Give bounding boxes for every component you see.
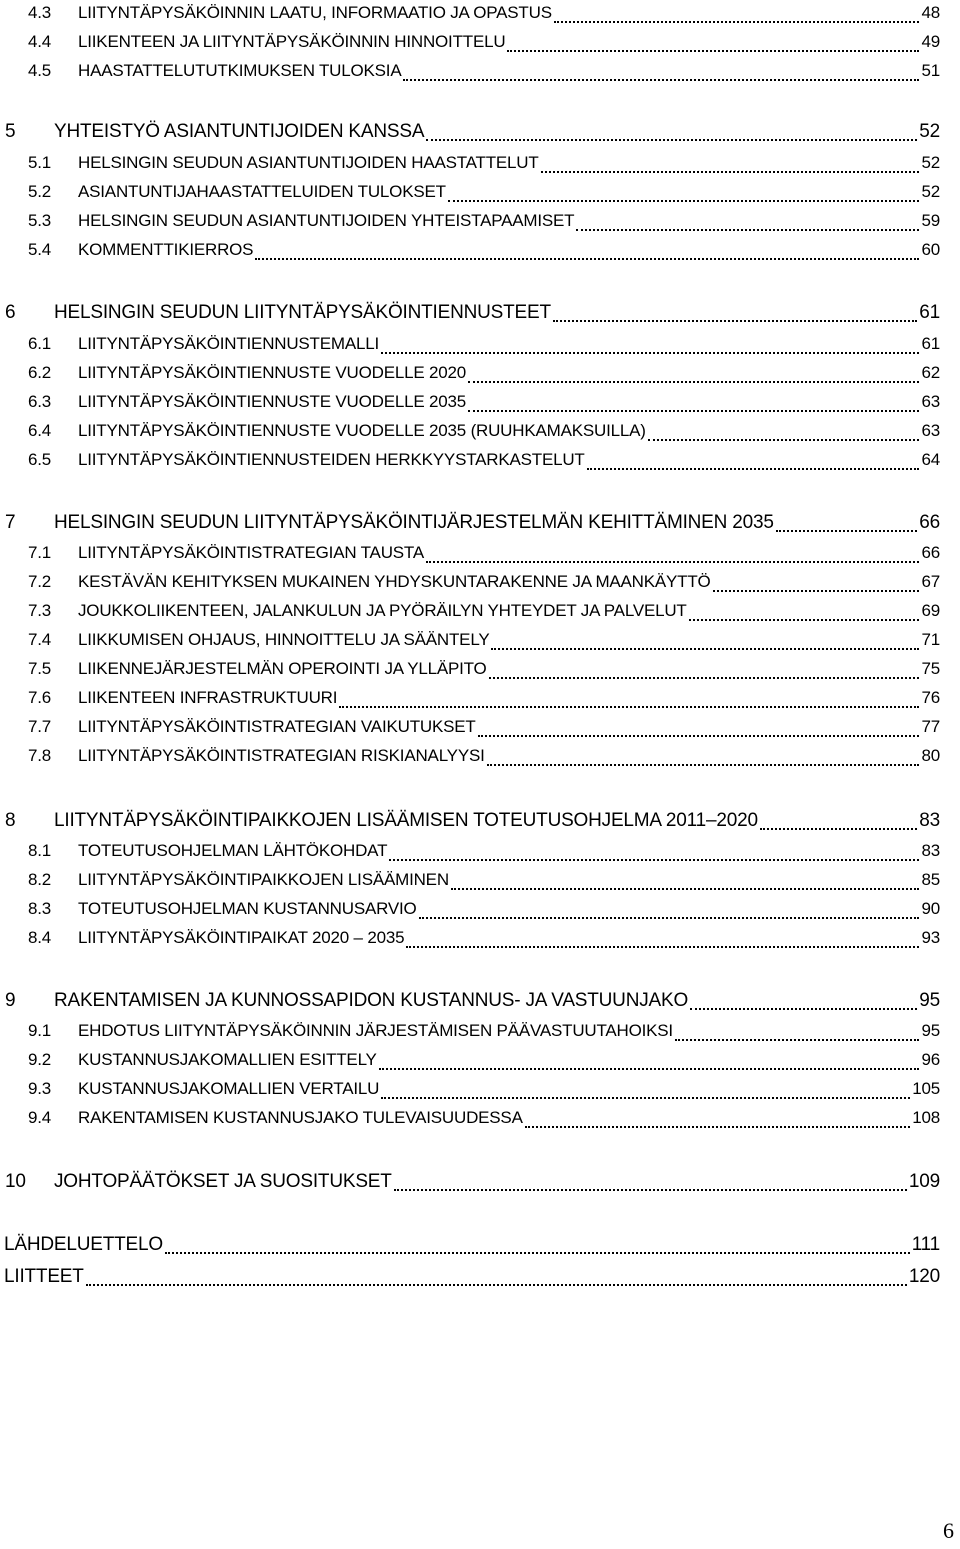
entry-title: EHDOTUS LIITYNTÄPYSÄKÖINNIN JÄRJESTÄMISEN PÄÄVASTUUTAHOIKSI [78,1021,673,1040]
entry-number: 8.3 [28,899,52,918]
entry-title: LIITYNTÄPYSÄKÖINNIN LAATU, INFORMAATIO JA OPASTUS [78,3,552,22]
chapter-number: 7 [5,512,16,533]
toc-entry[interactable] [0,61,940,87]
chapter-number: 8 [5,810,16,831]
entry-title: ASIANTUNTIJAHAASTATTELUIDEN TULOKSET [78,182,446,201]
toc-entry[interactable] [0,688,940,714]
dot-leader [491,648,919,650]
dot-leader [507,50,919,52]
entry-title: HELSINGIN SEUDUN ASIANTUNTIJOIDEN YHTEISTAPAAMISET [78,211,575,230]
entry-number: 7.3 [28,601,52,620]
dot-leader [648,439,920,441]
entry-page: 76 [921,688,940,707]
dot-leader [426,561,920,563]
dot-leader [489,677,920,679]
dot-leader [419,917,920,919]
toc-entry[interactable] [0,659,940,685]
entry-number: 8.4 [28,928,52,947]
entry-number: 7.7 [28,717,52,736]
dot-leader [554,21,920,23]
entry-number: 8.2 [28,870,52,889]
dot-leader [406,946,919,948]
toc-entry[interactable] [0,630,940,656]
toc-chapter[interactable] [0,810,940,836]
chapter-title: YHTEISTYÖ ASIANTUNTIJOIDEN KANSSA [54,121,425,142]
entry-page: 52 [921,153,940,172]
toc-chapter[interactable] [0,1266,940,1292]
entry-page: 48 [921,3,940,22]
chapter-page: 66 [919,512,940,533]
toc-entry[interactable] [0,240,940,266]
dot-leader [255,258,919,260]
toc-entry[interactable] [0,421,940,447]
dot-leader [675,1039,920,1041]
entry-title: TOTEUTUSOHJELMAN LÄHTÖKOHDAT [78,841,388,860]
chapter-number: 5 [5,121,16,142]
chapter-page: 61 [919,302,940,323]
entry-number: 7.5 [28,659,52,678]
entry-number: 5.2 [28,182,52,201]
entry-title: LIITYNTÄPYSÄKÖINTIPAIKAT 2020 – 2035 [78,928,405,947]
entry-title: KUSTANNUSJAKOMALLIEN ESITTELY [78,1050,377,1069]
toc-chapter[interactable] [0,1234,940,1260]
chapter-title: HELSINGIN SEUDUN LIITYNTÄPYSÄKÖINTIJÄRJESTELMÄN KEHITTÄMINEN 2035 [54,512,774,533]
toc-entry[interactable] [0,870,940,896]
dot-leader [776,530,918,532]
entry-title: JOUKKOLIIKENTEEN, JALANKULUN JA PYÖRÄILYN YHTEYDET JA PALVELUT [78,601,687,620]
entry-title: LIITYNTÄPYSÄKÖINTIENNUSTE VUODELLE 2020 [78,363,467,382]
entry-title: LIITYNTÄPYSÄKÖINTIENNUSTE VUODELLE 2035 (RUUHKAMAKSUILLA) [78,421,646,440]
toc-entry[interactable] [0,182,940,208]
entry-page: 80 [921,746,940,765]
dot-leader [86,1284,907,1286]
toc-chapter[interactable] [0,990,940,1016]
entry-page: 77 [921,717,940,736]
toc-chapter[interactable] [0,302,940,328]
dot-leader [389,859,919,861]
toc-entry[interactable] [0,928,940,954]
toc-entry[interactable] [0,3,940,29]
dot-leader [165,1252,910,1254]
entry-page: 60 [921,240,940,259]
entry-number: 5.3 [28,211,52,230]
entry-page: 59 [921,211,940,230]
entry-page: 64 [921,450,940,469]
entry-title: KOMMENTTIKIERROS [78,240,254,259]
entry-number: 9.4 [28,1108,52,1127]
entry-page: 93 [921,928,940,947]
toc-entry[interactable] [0,899,940,925]
toc-entry[interactable] [0,1050,940,1076]
chapter-title: JOHTOPÄÄTÖKSET JA SUOSITUKSET [54,1171,392,1192]
entry-page: 71 [921,630,940,649]
entry-number: 9.3 [28,1079,52,1098]
entry-page: 75 [921,659,940,678]
entry-page: 52 [921,182,940,201]
entry-title: HELSINGIN SEUDUN ASIANTUNTIJOIDEN HAASTATTELUT [78,153,539,172]
dot-leader [587,468,920,470]
dot-leader [403,79,919,81]
entry-title: TOTEUTUSOHJELMAN KUSTANNUSARVIO [78,899,417,918]
dot-leader [468,381,919,383]
dot-leader [426,139,917,141]
chapter-page: 111 [911,1234,940,1255]
toc-entry[interactable] [0,543,940,569]
entry-number: 4.3 [28,3,52,22]
entry-number: 6.5 [28,450,52,469]
entry-number: 9.2 [28,1050,52,1069]
toc-entry[interactable] [0,32,940,58]
entry-title: LIITYNTÄPYSÄKÖINTIPAIKKOJEN LISÄÄMINEN [78,870,449,889]
entry-title: LIITYNTÄPYSÄKÖINTIENNUSTE VUODELLE 2035 [78,392,467,411]
toc-entry[interactable] [0,450,940,476]
dot-leader [381,352,919,354]
toc-entry[interactable] [0,1079,940,1105]
chapter-title: LÄHDELUETTELO [4,1234,163,1255]
entry-number: 6.1 [28,334,52,353]
chapter-title: RAKENTAMISEN JA KUNNOSSAPIDON KUSTANNUS- JA VASTUUNJAKO [54,990,689,1011]
entry-page: 67 [921,572,940,591]
toc-entry[interactable] [0,746,940,772]
entry-number: 7.6 [28,688,52,707]
dot-leader [339,706,919,708]
entry-page: 69 [921,601,940,620]
entry-number: 6.4 [28,421,52,440]
entry-number: 8.1 [28,841,52,860]
dot-leader [451,888,920,890]
chapter-page: 95 [919,990,940,1011]
dot-leader [381,1097,910,1099]
entry-title: LIITYNTÄPYSÄKÖINTIENNUSTEIDEN HERKKYYSTARKASTELUT [78,450,585,469]
chapter-title: LIITTEET [4,1266,84,1287]
dot-leader [478,735,920,737]
toc-entry[interactable] [0,392,940,418]
chapter-title: HELSINGIN SEUDUN LIITYNTÄPYSÄKÖINTIENNUSTEET [54,302,551,323]
entry-number: 9.1 [28,1021,52,1040]
entry-number: 7.4 [28,630,52,649]
page-number: 6 [943,1518,954,1543]
entry-title: LIITYNTÄPYSÄKÖINTIENNUSTEMALLI [78,334,380,353]
dot-leader [760,828,917,830]
entry-number: 5.4 [28,240,52,259]
toc-entry[interactable] [0,334,940,360]
entry-number: 6.3 [28,392,52,411]
dot-leader [576,229,919,231]
dot-leader [379,1068,920,1070]
entry-page: 105 [912,1079,940,1098]
toc-entry[interactable] [0,717,940,743]
entry-title: LIITYNTÄPYSÄKÖINTISTRATEGIAN TAUSTA [78,543,424,562]
toc-entry[interactable] [0,1021,940,1047]
entry-title: LIIKENTEEN JA LIITYNTÄPYSÄKÖINNIN HINNOITTELU [78,32,506,51]
dot-leader [690,1008,917,1010]
entry-page: 108 [912,1108,940,1127]
entry-number: 5.1 [28,153,52,172]
entry-page: 95 [921,1021,940,1040]
chapter-page: 83 [919,810,940,831]
toc-entry[interactable] [0,572,940,598]
entry-page: 83 [921,841,940,860]
dot-leader [689,619,920,621]
dot-leader [553,320,917,322]
dot-leader [468,410,919,412]
chapter-page: 120 [908,1266,940,1287]
chapter-title: LIITYNTÄPYSÄKÖINTIPAIKKOJEN LISÄÄMISEN TOTEUTUSOHJELMA 2011–2020 [54,810,758,831]
toc-entry[interactable] [0,363,940,389]
entry-page: 61 [921,334,940,353]
entry-title: KUSTANNUSJAKOMALLIEN VERTAILU [78,1079,380,1098]
toc-chapter[interactable] [0,121,940,147]
chapter-number: 6 [5,302,16,323]
dot-leader [487,764,920,766]
entry-title: LIITYNTÄPYSÄKÖINTISTRATEGIAN RISKIANALYYSI [78,746,485,765]
chapter-number: 10 [5,1171,26,1192]
entry-page: 49 [921,32,940,51]
entry-title: RAKENTAMISEN KUSTANNUSJAKO TULEVAISUUDESSA [78,1108,523,1127]
toc-entry[interactable] [0,153,940,179]
entry-title: LIIKENNEJÄRJESTELMÄN OPEROINTI JA YLLÄPITO [78,659,487,678]
entry-title: KESTÄVÄN KEHITYKSEN MUKAINEN YHDYSKUNTARAKENNE JA MAANKÄYTTÖ [78,572,711,591]
dot-leader [394,1189,907,1191]
entry-title: HAASTATTELUTUTKIMUKSEN TULOKSIA [78,61,402,80]
toc-entry[interactable] [0,1108,940,1134]
entry-page: 62 [921,363,940,382]
entry-page: 90 [921,899,940,918]
entry-number: 7.1 [28,543,52,562]
chapter-page: 109 [908,1171,940,1192]
entry-page: 66 [921,543,940,562]
entry-page: 85 [921,870,940,889]
entry-title: LIIKKUMISEN OHJAUS, HINNOITTELU JA SÄÄNTELY [78,630,490,649]
toc-entry[interactable] [0,211,940,237]
entry-number: 4.4 [28,32,52,51]
chapter-number: 9 [5,990,16,1011]
toc-entry[interactable] [0,841,940,867]
toc-chapter[interactable] [0,1171,940,1197]
entry-page: 51 [921,61,940,80]
toc-entry[interactable] [0,601,940,627]
entry-title: LIITYNTÄPYSÄKÖINTISTRATEGIAN VAIKUTUKSET [78,717,476,736]
entry-page: 63 [921,392,940,411]
dot-leader [541,171,920,173]
chapter-page: 52 [919,121,940,142]
entry-page: 96 [921,1050,940,1069]
toc-chapter[interactable] [0,512,940,538]
entry-number: 7.2 [28,572,52,591]
entry-number: 6.2 [28,363,52,382]
entry-number: 4.5 [28,61,52,80]
entry-page: 63 [921,421,940,440]
dot-leader [713,590,920,592]
entry-number: 7.8 [28,746,52,765]
entry-title: LIIKENTEEN INFRASTRUKTUURI [78,688,338,707]
dot-leader [448,200,920,202]
dot-leader [525,1126,911,1128]
